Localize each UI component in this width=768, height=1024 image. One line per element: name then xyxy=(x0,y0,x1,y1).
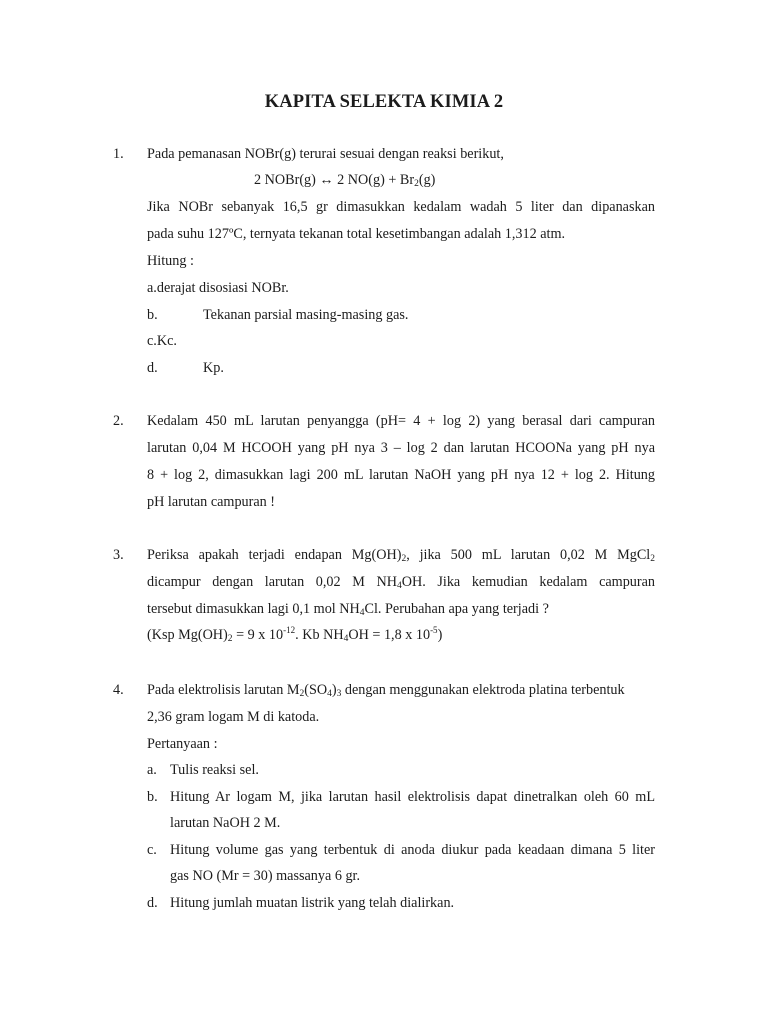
sub-question-c: c.Kc. xyxy=(147,333,177,349)
question-text: Jika NOBr sebanyak 16,5 gr dimasukkan kedalam wadah 5 liter dan dipanaskan xyxy=(147,199,655,215)
question-text: 8 + log 2, dimasukkan lagi 200 mL larutan NaOH yang pH nya 12 + log 2. Hitung xyxy=(147,467,655,483)
sub-question-b-label: b. xyxy=(147,307,158,323)
question-text: pH larutan campuran ! xyxy=(147,494,276,510)
sub-question-b-text: larutan NaOH 2 M. xyxy=(170,815,281,831)
sub-question-c-text: Hitung volume gas yang terbentuk di anoda diukur pada keadaan dimana 5 liter xyxy=(170,842,655,858)
question-text: dicampur dengan larutan 0,02 M $NH_4OH$. Jika kemudian kedalam campuran xyxy=(147,574,655,591)
sub-question-b-text: Hitung Ar logam M, jika larutan hasil elektrolisis dapat dinetralkan oleh 60 mL xyxy=(170,789,655,805)
sub-question-a-text: Tulis reaksi sel. xyxy=(170,762,259,778)
sub-question-c-label: c. xyxy=(147,842,157,858)
sub-question-d-label: d. xyxy=(147,895,158,911)
question-text: Pada elektrolisis larutan $M_2(SO_4)_3$ dengan menggunakan elektroda platina terbentuk xyxy=(147,682,625,699)
prompt-label: Hitung : xyxy=(147,253,194,269)
question-number: 4. xyxy=(113,682,124,698)
question-text: larutan 0,04 M HCOOH yang pH nya 3 – log 2 dan larutan HCOONa yang pH nya xyxy=(147,440,655,456)
question-text: tersebut dimasukkan lagi 0,1 mol $NH_4Cl$. Perubahan apa yang terjadi ? xyxy=(147,601,549,618)
question-text: 2,36 gram logam M di katoda. xyxy=(147,709,320,725)
sub-question-c-text: gas NO (Mr = 30) massanya 6 gr. xyxy=(170,868,361,884)
question-number: 1. xyxy=(113,146,124,162)
question-text: pada suhu 127ºC, ternyata tekanan total kesetimbangan adalah 1,312 atm. xyxy=(147,226,566,242)
sub-question-d-label: d. xyxy=(147,360,158,376)
sub-question-d-text: Hitung jumlah muatan listrik yang telah dialirkan. xyxy=(170,895,455,911)
sub-question-b-label: b. xyxy=(147,789,158,805)
prompt-label: Pertanyaan : xyxy=(147,736,218,752)
question-number: 3. xyxy=(113,547,124,563)
constants-note: (Ksp $Mg(OH)_2 = 9$ x $10^{-12}$. Kb $NH_4OH = 1,8$ x $10^{-5}$) xyxy=(147,625,443,644)
question-text: Pada pemanasan NOBr(g) terurai sesuai dengan reaksi berikut, xyxy=(147,146,504,162)
document-title: KAPITA SELEKTA KIMIA 2 xyxy=(264,92,504,112)
sub-question-a-label: a. xyxy=(147,762,157,778)
question-text: Periksa apakah terjadi endapan $Mg(OH)_2$, jika 500 mL larutan 0,02 M MgCl$_2$ xyxy=(147,547,655,564)
question-text: Kedalam 450 mL larutan penyangga (pH= 4 + log 2) yang berasal dari campuran xyxy=(147,413,655,429)
sub-question-d-text: Kp. xyxy=(203,360,224,376)
sub-question-b-text: Tekanan parsial masing-masing gas. xyxy=(203,307,409,323)
question-number: 2. xyxy=(113,413,124,429)
reaction-equation: 2 NOBr(g) ↔ 2 $NO(g) + Br_2(g)$ xyxy=(254,172,436,189)
sub-question-a: a.derajat disosiasi NOBr. xyxy=(147,280,289,296)
